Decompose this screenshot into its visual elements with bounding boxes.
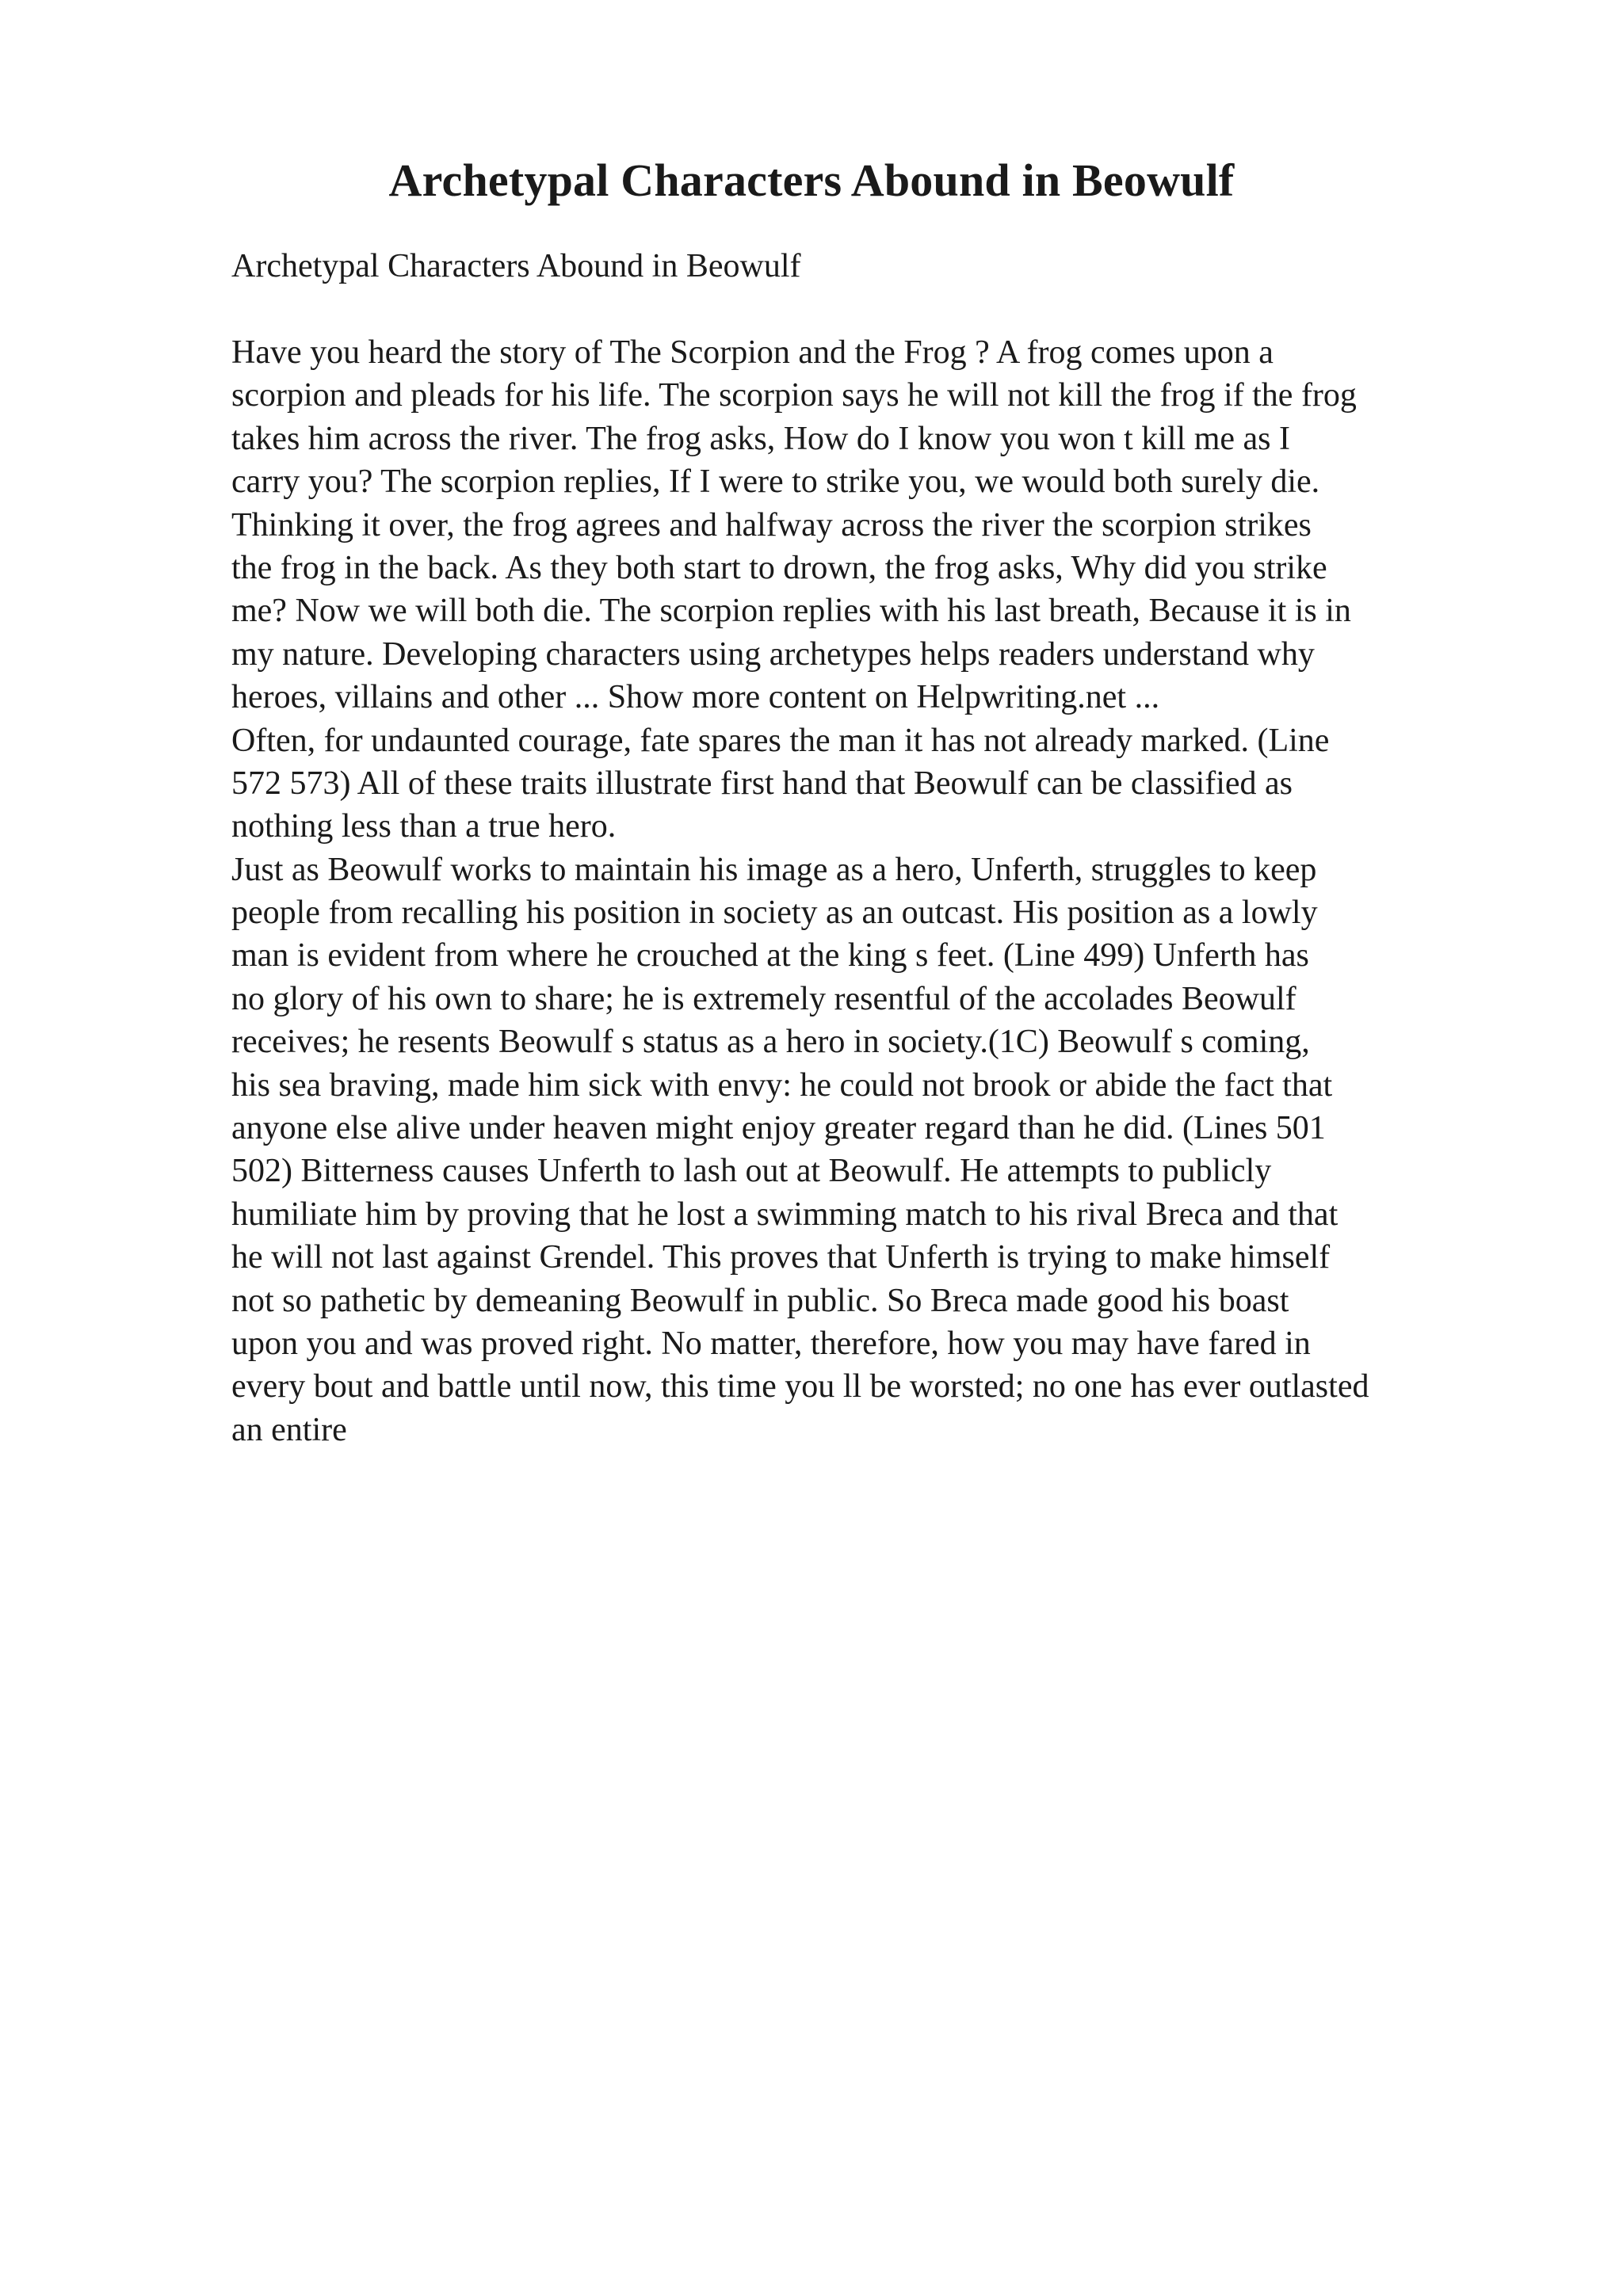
body-text-line: he will not last against Grendel. This proves that Unferth is trying to make himself	[231, 1239, 1331, 1276]
body-text-line: upon you and was proved right. No matter, therefore, how you may have fared in	[231, 1325, 1311, 1362]
body-text-line: nothing less than a true hero.	[231, 808, 617, 845]
body-text-line: people from recalling his position in society as an outcast. His position as a lowly	[231, 894, 1318, 932]
body-text-line: 572 573) All of these traits illustrate first hand that Beowulf can be classified as	[231, 765, 1293, 802]
body-text-line: man is evident from where he crouched at the king s feet. (Line 499) Unferth has	[231, 937, 1309, 974]
body-text-line: Have you heard the story of The Scorpion and the Frog ? A frog comes upon a	[231, 334, 1274, 371]
body-text-line: scorpion and pleads for his life. The scorpion says he will not kill the frog if the frog	[231, 377, 1357, 414]
document-title: Archetypal Characters Abound in Beowulf	[388, 154, 1235, 206]
body-text-line: the frog in the back. As they both start to drown, the frog asks, Why did you strike	[231, 549, 1327, 586]
body-text-line: an entire	[231, 1411, 347, 1448]
body-text-line: heroes, villains and other ... Show more content on Helpwriting.net ...	[231, 679, 1160, 716]
body-text-line: anyone else alive under heaven might enjoy greater regard than he did. (Lines 501	[231, 1110, 1326, 1147]
body-text-line: me? Now we will both die. The scorpion replies with his last breath, Because it is in	[231, 593, 1351, 630]
body-text-line: humiliate him by proving that he lost a swimming match to his rival Breca and that	[231, 1196, 1338, 1233]
body-text-line: Often, for undaunted courage, fate spares the man it has not already marked. (Line	[231, 722, 1330, 759]
document-subtitle: Archetypal Characters Abound in Beowulf	[231, 248, 801, 284]
body-text-line: not so pathetic by demeaning Beowulf in public. So Breca made good his boast	[231, 1282, 1289, 1319]
body-text-line: carry you? The scorpion replies, If I were to strike you, we would both surely die.	[231, 463, 1320, 501]
body-text-line: Thinking it over, the frog agrees and halfway across the river the scorpion strikes	[231, 506, 1312, 543]
body-text-line: every bout and battle until now, this time you ll be worsted; no one has ever outlasted	[231, 1368, 1369, 1405]
body-text-line: 502) Bitterness causes Unferth to lash out at Beowulf. He attempts to publicly	[231, 1153, 1272, 1190]
body-text-line: takes him across the river. The frog asks, How do I know you won t kill me as I	[231, 420, 1290, 457]
body-text-line: Just as Beowulf works to maintain his image as a hero, Unferth, struggles to keep	[231, 851, 1317, 888]
body-text-line: no glory of his own to share; he is extremely resentful of the accolades Beowulf	[231, 980, 1296, 1017]
body-text-line: his sea braving, made him sick with envy: he could not brook or abide the fact that	[231, 1066, 1333, 1104]
body-text-line: my nature. Developing characters using archetypes helps readers understand why	[231, 635, 1315, 673]
body-text-line: receives; he resents Beowulf s status as a hero in society.(1C) Beowulf s coming,	[231, 1024, 1310, 1061]
document-body	[231, 331, 1531, 1451]
